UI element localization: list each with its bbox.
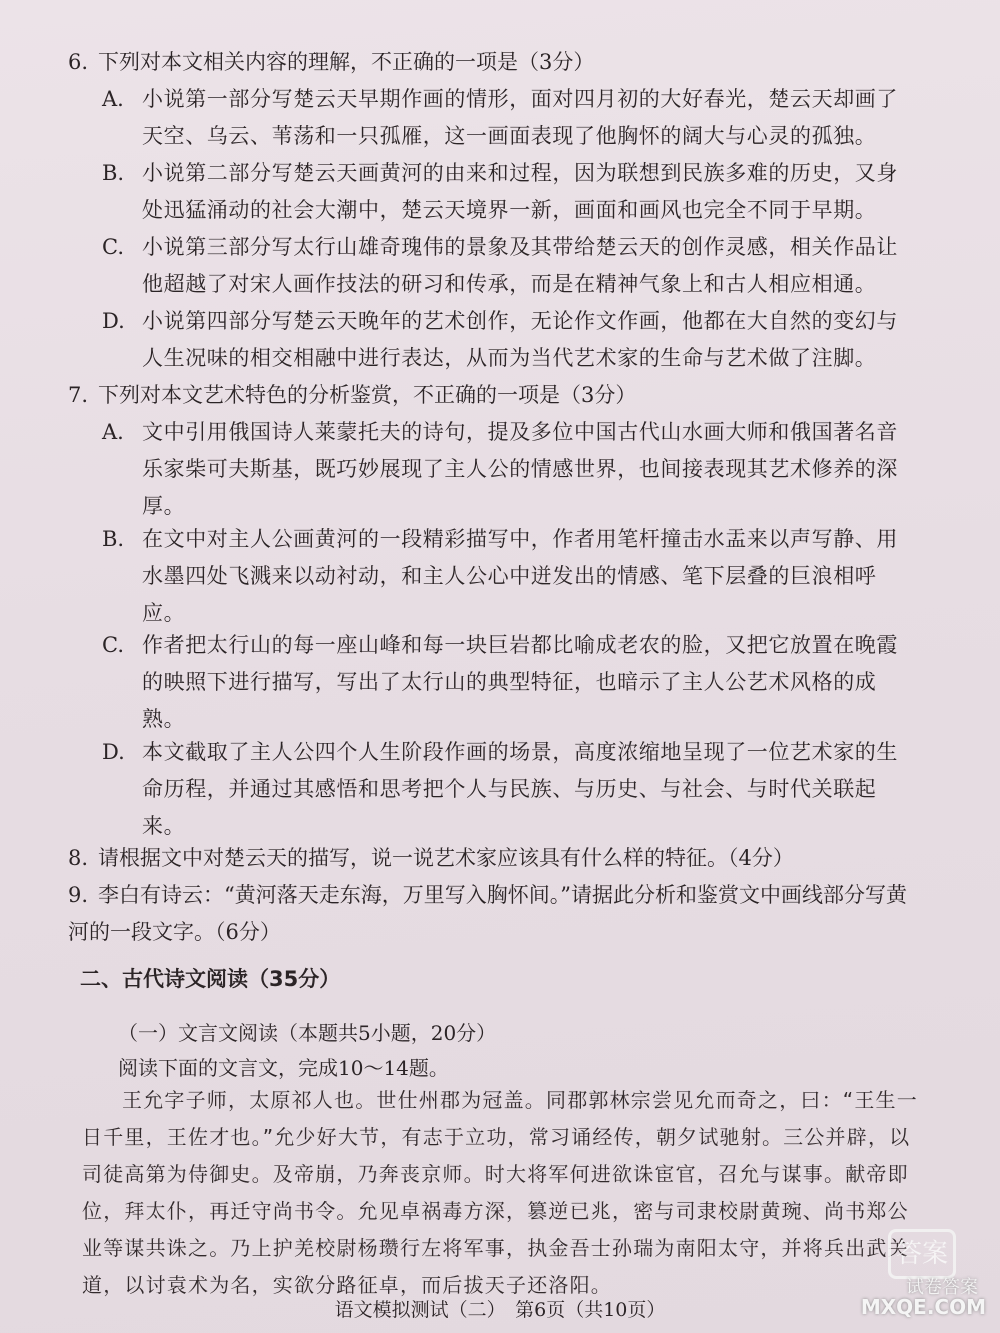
q7-option-a — [102, 414, 902, 525]
option-text: 小说第二部分写楚云天画黄河的由来和过程，因为联想到民族多难的历史，又身处迅猛涌动的社会大潮中，楚云天境界一新，画面和画风也完全不同于早期。 — [142, 161, 898, 222]
option-text: 小说第一部分写楚云天早期作画的情形，面对四月初的大好春光，楚云天却画了天空、乌云、苇荡和一只孤雁，这一画面表现了他胸怀的阔大与心灵的孤独。 — [142, 87, 898, 148]
question-number: 8. — [68, 846, 89, 870]
question-stem: 下列对本文相关内容的理解，不正确的一项是（3分） — [98, 50, 595, 74]
watermark-logo — [816, 1229, 986, 1319]
q7-option-c — [102, 627, 902, 738]
question-number: 6. — [68, 50, 89, 74]
watermark-site: MXQE.COM — [860, 1295, 986, 1319]
option-text: 本文截取了主人公四个人生阶段作画的场景，高度浓缩地呈现了一位艺术家的生命历程，并通过其感悟和思考把个人与民族、与历史、与社会、与时代关联起来。 — [142, 740, 898, 838]
option-text: 在文中对主人公画黄河的一段精彩描写中，作者用笔杆撞击水盂来以声写静、用水墨四处飞溅来以动衬动，和主人公心中迸发出的情感、笔下层叠的巨浪相呼应。 — [142, 527, 898, 625]
reading-instruction: 阅读下面的文言文，完成10～14题。 — [118, 1056, 449, 1080]
option-letter: C. — [102, 633, 124, 657]
watermark-badge: 答案 — [888, 1229, 956, 1279]
question-6 — [68, 44, 928, 81]
question-8 — [68, 840, 928, 877]
q6-option-b — [102, 155, 902, 229]
option-letter: B. — [102, 527, 125, 551]
question-stem: 李白有诗云：“黄河落天走东海，万里写入胸怀间。”请据此分析和鉴赏文中画线部分写黄河的一段文字。（6分） — [68, 883, 907, 944]
option-letter: A. — [102, 87, 124, 111]
option-letter: A. — [102, 420, 124, 444]
q7-option-d — [102, 734, 902, 845]
q7-option-b — [102, 521, 902, 632]
q6-option-d — [102, 303, 902, 377]
subsection-heading: （一）文言文阅读（本题共5小题，20分） — [118, 1021, 497, 1045]
option-text: 作者把太行山的每一座山峰和每一块巨岩都比喻成老农的脸，又把它放置在晚霞的映照下进行描写，写出了太行山的典型特征，也暗示了主人公艺术风格的成熟。 — [142, 633, 898, 731]
q6-option-a — [102, 81, 902, 155]
option-text: 小说第三部分写太行山雄奇瑰伟的景象及其带给楚云天的创作灵感，相关作品让他超越了对宋人画作技法的研习和传承，而是在精神气象上和古人相应相通。 — [142, 235, 898, 296]
question-7 — [68, 377, 928, 414]
option-text: 小说第四部分写楚云天晚年的艺术创作，无论作文作画，他都在大自然的变幻与人生况味的相交相融中进行表达，从而为当代艺术家的生命与艺术做了注脚。 — [142, 309, 898, 370]
page-footer: 语文模拟测试（二） 第6页（共10页） — [334, 1299, 666, 1321]
option-letter: C. — [102, 235, 124, 259]
question-stem: 请根据文中对楚云天的描写，说一说艺术家应该具有什么样的特征。（4分） — [98, 846, 794, 870]
option-letter: D. — [102, 309, 125, 333]
option-letter: D. — [102, 740, 125, 764]
option-letter: B. — [102, 161, 125, 185]
section-heading: 二、古代诗文阅读（35分） — [80, 967, 341, 991]
question-9 — [68, 877, 908, 951]
watermark-label: 试卷答案 — [906, 1277, 978, 1298]
question-number: 7. — [68, 383, 89, 407]
question-stem: 下列对本文艺术特色的分析鉴赏，不正确的一项是（3分） — [98, 383, 637, 407]
question-number: 9. — [68, 883, 89, 907]
classical-passage: 王允字子师，太原祁人也。世仕州郡为冠盖。同郡郭林宗尝见允而奇之，曰：“王生一日千里，王佐才也。”允少好大节，有志于立功，常习诵经传，朝夕试驰射。三公并辟，以司徒高第为侍御史。及帝崩，乃奔丧京师。时大将军何进欲诛宦官，召允与谋事。献帝即位，拜太仆，再迁守尚书令。允见卓祸毒方深，篡逆已兆，密与司隶校尉黄琬、尚书郑公业等谋共诛之。乃上护羌校尉杨瓒行左将军事，执金吾士孙瑞为南阳太守，并将兵出武关道，以讨袁术为名，实欲分路征卓，而后拔天子还洛阳。 — [82, 1088, 918, 1297]
option-text: 文中引用俄国诗人莱蒙托夫的诗句，提及多位中国古代山水画大师和俄国著名音乐家柴可夫斯基，既巧妙展现了主人公的情感世界，也间接表现其艺术修养的深厚。 — [142, 420, 898, 518]
q6-option-c — [102, 229, 902, 303]
